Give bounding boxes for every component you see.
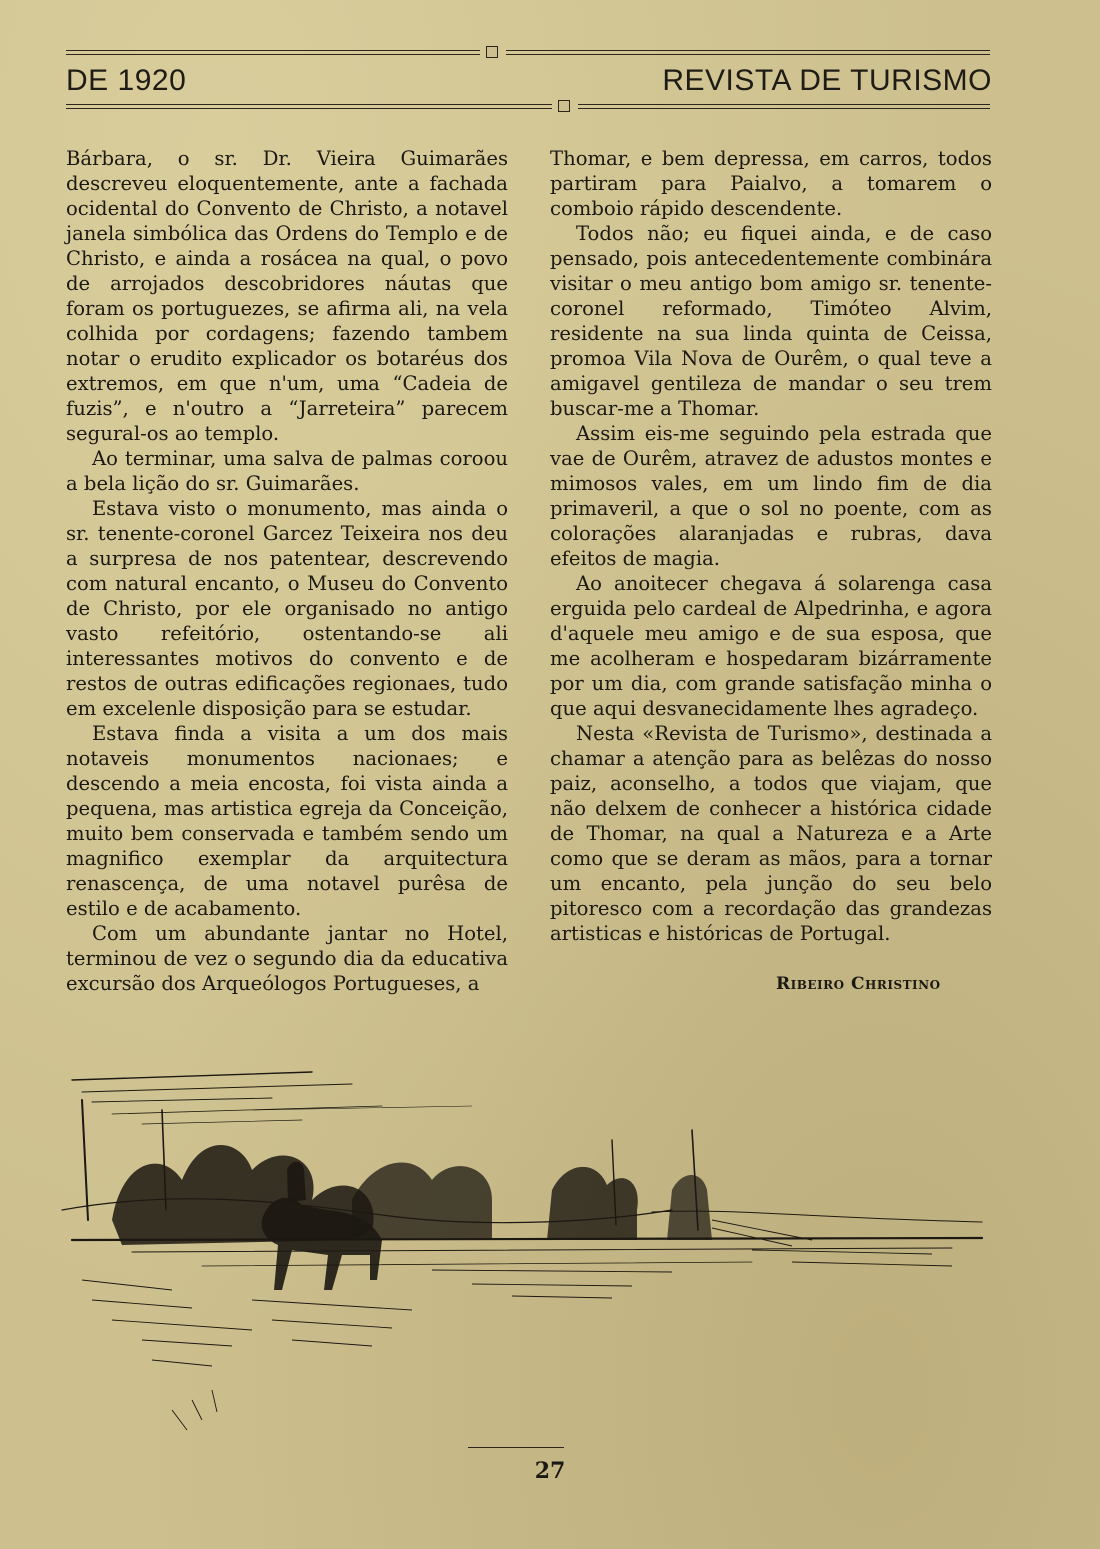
- paragraph: Estava visto o monumento, mas ainda o sr. tenente-coronel Garcez Teixeira nos deu a surpresa de nos patentear, descrevendo com natural encanto, o Museu do Convento de Christo, por ele organisado no antigo vasto refeitório, ostentando-se ali interessantes motivos do convento e de restos de outras edificações regionaes, tudo em excelenle disposição para se estudar.: [66, 497, 508, 720]
- paragraph: Com um abundante jantar no Hotel, terminou de vez o segundo dia da educativa excursão dos Arqueólogos Portugueses, a: [66, 922, 508, 995]
- paragraph: Estava finda a visita a um dos mais notaveis monumentos nacionaes; e descendo a meia encosta, foi vista ainda a pequena, mas artistica egreja da Conceição, muito bem conservada e também sendo um magnifico exemplar da arquitectura renascença, de uma notavel purêsa de estilo e de acabamento.: [66, 722, 508, 920]
- article-column-left: [66, 146, 508, 996]
- header-magazine-title: REVISTA DE TURISMO: [662, 64, 992, 97]
- paragraph: Assim eis-me seguindo pela estrada que vae de Ourêm, atravez de adustos montes e mimosos vales, em um lindo fim de dia primaveril, a que o sol no poente, com as colorações alaranjadas e rubras, dava efeitos de magia.: [550, 422, 992, 570]
- paragraph: Ao anoitecer chegava á solarenga casa erguida pelo cardeal de Alpedrinha, e agora d'aquele meu amigo e de sua esposa, que me acolheram e hospedaram bizárramente por um dia, com grande satisfação minha o que aqui desvanecidamente lhes agradeço.: [550, 572, 992, 720]
- paragraph: Bárbara, o sr. Dr. Vieira Guimarães descreveu eloquentemente, ante a fachada ocidental do Convento de Christo, a notavel janela simbólica das Ordens do Templo e de Christo, e ainda a rosácea na qual, o povo de arrojados descobridores náutas que foram os portuguezes, se afirma ali, na vela colhida por cordagens; fazendo tambem notar o erudito explicador os botaréus dos extremos, em que n'um, uma “Cadeia de fuzis”, e n'outro a “Jarreteira” parecem segural-os ao templo.: [66, 147, 508, 445]
- header-top-rule-right: [506, 50, 990, 55]
- header-bottom-rule-left: [66, 104, 552, 109]
- landscape-engraving: [52, 1040, 1002, 1440]
- paragraph: Todos não; eu fiquei ainda, e de caso pensado, pois antecedentemente combinára visitar o meu antigo bom amigo sr. tenente-coronel reformado, Timóteo Alvim, residente na sua linda quinta de Ceissa, promoa Vila Nova de Ourêm, o qual teve a amigavel gentileza de mandar o seu trem buscar-me a Thomar.: [550, 222, 992, 420]
- paragraph: Nesta «Revista de Turismo», destinada a chamar a atenção para as belêzas do nosso paiz, aconselho, a todos que viajam, que não delxem de conhecer a histórica cidade de Thomar, na qual a Natureza e a Arte como que se deram as mãos, para a tornar um encanto, pela junção do seu belo pitoresco com a recordação das grandezas artisticas e históricas de Portugal.: [550, 722, 992, 945]
- author-signature: Ribeiro Christino: [776, 974, 941, 994]
- page-number: 27: [534, 1458, 566, 1484]
- header-bottom-rule-ornament: [558, 100, 570, 112]
- paragraph: Ao terminar, uma salva de palmas coroou a bela lição do sr. Guimarães.: [66, 447, 508, 495]
- header-top-rule-left: [66, 50, 480, 55]
- header-top-rule-ornament: [486, 46, 498, 58]
- header-bottom-rule-right: [578, 104, 990, 109]
- paragraph: Thomar, e bem depressa, em carros, todos partiram para Paialvo, a tomarem o comboio rápido descendente.: [550, 147, 992, 220]
- header-date: DE 1920: [66, 64, 187, 97]
- footer-rule: [468, 1447, 564, 1448]
- article-column-right: [550, 146, 992, 946]
